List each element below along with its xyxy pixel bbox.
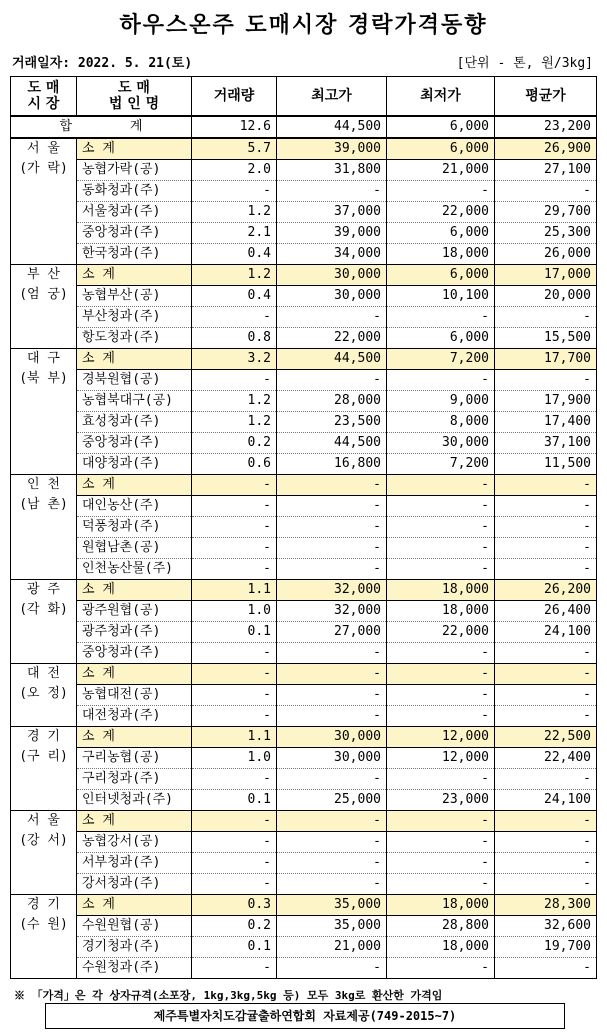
total-label: 합 계 [11,116,192,138]
total-volume: 12.6 [192,116,277,138]
min-price-cell: - [387,853,495,874]
avg-price-cell: 27,100 [495,160,597,181]
corp-name: 농협부산(공) [77,286,192,307]
min-price-cell: 18,000 [387,580,495,601]
table-row [11,328,597,349]
min-price-cell: - [387,874,495,895]
table-row [11,958,597,979]
max-price-cell: 30,000 [277,286,387,307]
min-price-cell: - [387,496,495,517]
max-price-cell: 23,500 [277,412,387,433]
corp-name: 소 계 [77,811,192,832]
avg-price-cell: 32,600 [495,916,597,937]
volume-cell: - [192,832,277,853]
avg-price-cell: 17,700 [495,349,597,370]
volume-cell: 0.2 [192,433,277,454]
avg-price-cell: 11,500 [495,454,597,475]
total-min: 6,000 [387,116,495,138]
max-price-cell: - [277,664,387,685]
total-avg: 23,200 [495,116,597,138]
market-name: 서 울 (강 서) [11,811,77,895]
table-row [11,244,597,265]
max-price-cell: 30,000 [277,727,387,748]
min-price-cell: - [387,517,495,538]
header-avg: 평균가 [495,77,597,117]
corp-name: 소 계 [77,475,192,496]
min-price-cell: 7,200 [387,454,495,475]
header-min: 최저가 [387,77,495,117]
max-price-cell: - [277,181,387,202]
corp-name: 소 계 [77,664,192,685]
min-price-cell: - [387,643,495,664]
avg-price-cell: 28,300 [495,895,597,916]
corp-name: 소 계 [77,138,192,160]
table-row [11,916,597,937]
price-table [10,76,597,979]
volume-cell: - [192,769,277,790]
max-price-cell: 44,500 [277,433,387,454]
table-row [11,790,597,811]
min-price-cell: 18,000 [387,601,495,622]
avg-price-cell: - [495,958,597,979]
avg-price-cell: - [495,475,597,496]
volume-cell: 0.4 [192,244,277,265]
avg-price-cell: - [495,706,597,727]
max-price-cell: - [277,559,387,580]
corp-name: 경북원협(공) [77,370,192,391]
corp-name: 수원청과(주) [77,958,192,979]
max-price-cell: - [277,958,387,979]
volume-cell: 0.4 [192,286,277,307]
avg-price-cell: 15,500 [495,328,597,349]
max-price-cell: 34,000 [277,244,387,265]
min-price-cell: 30,000 [387,433,495,454]
volume-cell: - [192,559,277,580]
min-price-cell: 22,000 [387,622,495,643]
market-name: 부 산 (엄 궁) [11,265,77,349]
min-price-cell: - [387,769,495,790]
max-price-cell: 30,000 [277,265,387,286]
corp-name: 광주청과(주) [77,622,192,643]
corp-name: 원협남촌(공) [77,538,192,559]
avg-price-cell: 22,400 [495,748,597,769]
min-price-cell: 18,000 [387,244,495,265]
avg-price-cell: 26,200 [495,580,597,601]
volume-cell: 0.2 [192,916,277,937]
min-price-cell: 6,000 [387,223,495,244]
min-price-cell: - [387,811,495,832]
volume-cell: 0.1 [192,790,277,811]
min-price-cell: 22,000 [387,202,495,223]
subtotal-row [11,265,597,286]
trade-date: 거래일자: 2022. 5. 21(토) [12,56,193,71]
avg-price-cell: - [495,538,597,559]
subtotal-row [11,664,597,685]
volume-cell: - [192,475,277,496]
corp-name: 덕풍청과(주) [77,517,192,538]
total-max: 44,500 [277,116,387,138]
volume-cell: - [192,181,277,202]
max-price-cell: 35,000 [277,895,387,916]
volume-cell: - [192,811,277,832]
table-row [11,874,597,895]
volume-cell: - [192,517,277,538]
max-price-cell: - [277,832,387,853]
min-price-cell: - [387,664,495,685]
min-price-cell: - [387,370,495,391]
corp-name: 광주원협(공) [77,601,192,622]
corp-name: 수원원협(공) [77,916,192,937]
avg-price-cell: 25,300 [495,223,597,244]
avg-price-cell: 19,700 [495,937,597,958]
market-name: 경 기 (수 원) [11,895,77,979]
subtotal-row [11,580,597,601]
total-row [11,116,597,138]
volume-cell: - [192,307,277,328]
max-price-cell: - [277,538,387,559]
avg-price-cell: - [495,370,597,391]
min-price-cell: 6,000 [387,328,495,349]
volume-cell: - [192,643,277,664]
volume-cell: 2.1 [192,223,277,244]
volume-cell: 1.1 [192,727,277,748]
avg-price-cell: - [495,559,597,580]
avg-price-cell: - [495,832,597,853]
corp-name: 농협가락(공) [77,160,192,181]
max-price-cell: 30,000 [277,748,387,769]
max-price-cell: 37,000 [277,202,387,223]
max-price-cell: 35,000 [277,916,387,937]
min-price-cell: 9,000 [387,391,495,412]
corp-name: 소 계 [77,349,192,370]
volume-cell: 1.2 [192,202,277,223]
avg-price-cell: - [495,685,597,706]
table-row [11,160,597,181]
avg-price-cell: 24,100 [495,622,597,643]
corp-name: 부산청과(주) [77,307,192,328]
header-row [11,77,597,117]
max-price-cell: - [277,874,387,895]
min-price-cell: 7,200 [387,349,495,370]
max-price-cell: 22,000 [277,328,387,349]
corp-name: 대인농산(주) [77,496,192,517]
volume-cell: 0.3 [192,895,277,916]
corp-name: 대전청과(주) [77,706,192,727]
corp-name: 강서청과(주) [77,874,192,895]
corp-name: 중앙청과(주) [77,643,192,664]
subtotal-row [11,895,597,916]
min-price-cell: - [387,958,495,979]
table-row [11,391,597,412]
corp-name: 경기청과(주) [77,937,192,958]
volume-cell: 2.0 [192,160,277,181]
avg-price-cell: 17,900 [495,391,597,412]
corp-name: 중앙청과(주) [77,223,192,244]
min-price-cell: 12,000 [387,727,495,748]
subtotal-row [11,138,597,160]
max-price-cell: - [277,853,387,874]
max-price-cell: 39,000 [277,138,387,160]
market-name: 경 기 (구 리) [11,727,77,811]
volume-cell: 0.1 [192,622,277,643]
corp-name: 농협강서(공) [77,832,192,853]
volume-cell: 1.2 [192,412,277,433]
subtotal-row [11,811,597,832]
volume-cell: - [192,370,277,391]
table-row [11,202,597,223]
avg-price-cell: 26,400 [495,601,597,622]
header-corp: 도 매 법 인 명 [77,77,192,117]
max-price-cell: - [277,496,387,517]
avg-price-cell: - [495,874,597,895]
market-name: 서 울 (가 락) [11,138,77,265]
volume-cell: 1.1 [192,580,277,601]
avg-price-cell: - [495,517,597,538]
avg-price-cell: 24,100 [495,790,597,811]
corp-name: 인천농산물(주) [77,559,192,580]
corp-name: 소 계 [77,895,192,916]
subtotal-row [11,475,597,496]
min-price-cell: - [387,706,495,727]
volume-cell: - [192,958,277,979]
page-title: 하우스온주 도매시장 경락가격동향 [119,13,488,38]
corp-name: 대양청과(주) [77,454,192,475]
min-price-cell: 6,000 [387,138,495,160]
volume-cell: 0.6 [192,454,277,475]
min-price-cell: - [387,475,495,496]
avg-price-cell: - [495,664,597,685]
max-price-cell: 44,500 [277,349,387,370]
volume-cell: - [192,685,277,706]
avg-price-cell: 20,000 [495,286,597,307]
volume-cell: 3.2 [192,349,277,370]
avg-price-cell: - [495,811,597,832]
min-price-cell: - [387,538,495,559]
table-row [11,307,597,328]
avg-price-cell: - [495,181,597,202]
corp-name: 소 계 [77,727,192,748]
min-price-cell: - [387,559,495,580]
table-row [11,370,597,391]
volume-cell: 1.0 [192,748,277,769]
max-price-cell: 31,800 [277,160,387,181]
min-price-cell: 10,100 [387,286,495,307]
avg-price-cell: 29,700 [495,202,597,223]
market-name: 광 주 (각 화) [11,580,77,664]
max-price-cell: 27,000 [277,622,387,643]
header-volume: 거래량 [192,77,277,117]
table-row [11,454,597,475]
avg-price-cell: 26,900 [495,138,597,160]
volume-cell: 5.7 [192,138,277,160]
min-price-cell: - [387,685,495,706]
table-row [11,706,597,727]
min-price-cell: - [387,832,495,853]
min-price-cell: 8,000 [387,412,495,433]
corp-name: 소 계 [77,265,192,286]
max-price-cell: - [277,685,387,706]
corp-name: 농협대전(공) [77,685,192,706]
conversion-note: ※ 「가격」은 각 상자규격(소포장, 1kg,3kg,5kg 등) 모두 3kg로 환산한 가격임 [14,989,443,1002]
max-price-cell: 28,000 [277,391,387,412]
volume-cell: 1.2 [192,265,277,286]
table-row [11,559,597,580]
market-name: 대 구 (북 부) [11,349,77,475]
max-price-cell: 32,000 [277,601,387,622]
volume-cell: 1.2 [192,391,277,412]
table-row [11,685,597,706]
corp-name: 서부청과(주) [77,853,192,874]
max-price-cell: - [277,769,387,790]
avg-price-cell: - [495,307,597,328]
table-row [11,223,597,244]
min-price-cell: 18,000 [387,895,495,916]
max-price-cell: - [277,643,387,664]
corp-name: 소 계 [77,580,192,601]
volume-cell: - [192,664,277,685]
header-market: 도 매 시 장 [11,77,77,117]
avg-price-cell: - [495,853,597,874]
avg-price-cell: - [495,769,597,790]
min-price-cell: 23,000 [387,790,495,811]
table-row [11,538,597,559]
corp-name: 동화청과(주) [77,181,192,202]
corp-name: 구리청과(주) [77,769,192,790]
table-row [11,622,597,643]
min-price-cell: 18,000 [387,937,495,958]
max-price-cell: 21,000 [277,937,387,958]
corp-name: 구리농협(공) [77,748,192,769]
volume-cell: - [192,496,277,517]
table-row [11,433,597,454]
table-row [11,601,597,622]
max-price-cell: 16,800 [277,454,387,475]
subtotal-row [11,349,597,370]
source-footer: 제주특별자치도감귤출하연합회 자료제공(749-2015~7) [45,1003,565,1029]
table-row [11,412,597,433]
avg-price-cell: - [495,643,597,664]
avg-price-cell: 22,500 [495,727,597,748]
min-price-cell: 28,800 [387,916,495,937]
min-price-cell: 6,000 [387,265,495,286]
market-name: 대 전 (오 정) [11,664,77,727]
table-row [11,496,597,517]
volume-cell: - [192,538,277,559]
max-price-cell: 25,000 [277,790,387,811]
table-row [11,937,597,958]
subtotal-row [11,727,597,748]
avg-price-cell: 17,000 [495,265,597,286]
volume-cell: - [192,874,277,895]
avg-price-cell: 37,100 [495,433,597,454]
min-price-cell: - [387,181,495,202]
volume-cell: 0.1 [192,937,277,958]
max-price-cell: - [277,811,387,832]
volume-cell: 0.8 [192,328,277,349]
corp-name: 서울청과(주) [77,202,192,223]
table-row [11,643,597,664]
max-price-cell: - [277,307,387,328]
table-row [11,517,597,538]
max-price-cell: - [277,706,387,727]
market-name: 인 천 (남 촌) [11,475,77,580]
max-price-cell: 32,000 [277,580,387,601]
volume-cell: - [192,853,277,874]
max-price-cell: - [277,517,387,538]
avg-price-cell: 17,400 [495,412,597,433]
table-row [11,748,597,769]
header-max: 최고가 [277,77,387,117]
volume-cell: - [192,706,277,727]
corp-name: 인터넷청과(주) [77,790,192,811]
avg-price-cell: 26,000 [495,244,597,265]
max-price-cell: - [277,370,387,391]
min-price-cell: - [387,307,495,328]
table-row [11,286,597,307]
volume-cell: 1.0 [192,601,277,622]
max-price-cell: 39,000 [277,223,387,244]
corp-name: 한국청과(주) [77,244,192,265]
table-row [11,769,597,790]
min-price-cell: 12,000 [387,748,495,769]
corp-name: 효성청과(주) [77,412,192,433]
corp-name: 중앙청과(주) [77,433,192,454]
max-price-cell: - [277,475,387,496]
corp-name: 농협북대구(공) [77,391,192,412]
table-row [11,853,597,874]
corp-name: 항도청과(주) [77,328,192,349]
table-row [11,832,597,853]
avg-price-cell: - [495,496,597,517]
table-row [11,181,597,202]
min-price-cell: 21,000 [387,160,495,181]
unit-label: [단위 - 톤, 원/3kg] [456,56,593,71]
